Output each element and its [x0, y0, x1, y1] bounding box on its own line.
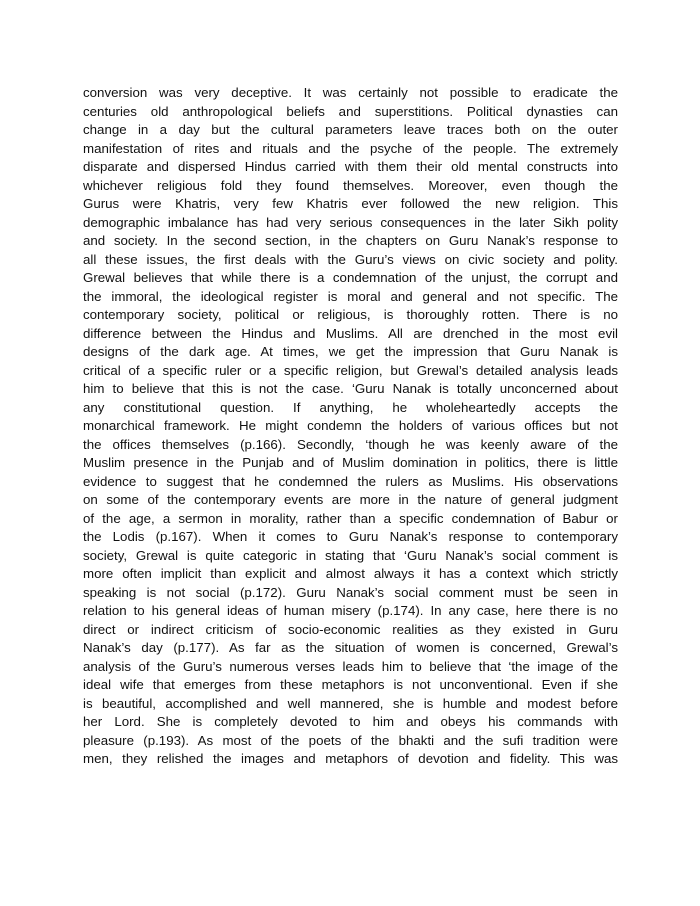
- text-line: all these issues, the first deals with the Guru’s views on civic society and polity.: [83, 251, 618, 267]
- text-line: on some of the contemporary events are more in the nature of general judgment: [83, 492, 618, 507]
- text-line: critical of a specific ruler or a specific religion, but Grewal’s detailed analysis leads: [83, 362, 618, 378]
- text-line: whichever religious fold they found themselves. Moreover, even though the: [83, 177, 618, 193]
- text-line: any constitutional question. If anything, he wholeheartedly accepts the: [83, 399, 618, 415]
- text-line: pleasure (p.193). As most of the poets of the bhakti and the sufi tradition were: [83, 732, 618, 748]
- text-line: demographic imbalance has had very serious consequences in the later Sikh polity: [83, 214, 618, 230]
- text-line: change in a day but the cultural parameters leave traces both on the outer: [83, 122, 618, 137]
- text-line: monarchical framework. He might condemn the holders of various offices but not: [83, 418, 618, 433]
- text-line: Nanak’s day (p.177). As far as the situation of women is concerned, Grewal’s: [83, 640, 618, 655]
- text-line: conversion was very deceptive. It was certainly not possible to eradicate the: [83, 85, 618, 100]
- text-line: contemporary society, political or religious, is thoroughly rotten. There is no: [83, 307, 618, 322]
- text-line: the immoral, the ideological register is moral and general and not specific. The: [83, 288, 618, 304]
- text-line: manifestation of rites and rituals and the psyche of the people. The extremely: [83, 140, 618, 156]
- text-line: relation to his general ideas of human misery (p.174). In any case, here there is no: [83, 603, 618, 618]
- text-line: and society. In the second section, in the chapters on Guru Nanak’s response to: [83, 233, 618, 248]
- text-line: centuries old anthropological beliefs and superstitions. Political dynasties can: [83, 103, 618, 119]
- text-line: designs of the dark age. At times, we get the impression that Guru Nanak is: [83, 344, 618, 359]
- body-paragraph: [83, 84, 618, 769]
- text-line: analysis of the Guru’s numerous verses leads him to believe that ‘the image of the: [83, 658, 618, 674]
- text-line: is beautiful, accomplished and well mannered, she is humble and modest before: [83, 695, 618, 711]
- text-line: Muslim presence in the Punjab and of Muslim domination in politics, there is little: [83, 455, 618, 470]
- text-line: the offices themselves (p.166). Secondly, ‘though he was keenly aware of the: [83, 436, 618, 452]
- text-line: ideal wife that emerges from these metaphors is not unconventional. Even if she: [83, 677, 618, 692]
- text-line: the Lodis (p.167). When it comes to Guru Nanak’s response to contemporary: [83, 529, 618, 544]
- text-line: disparate and dispersed Hindus carried with them their old mental constructs into: [83, 159, 618, 174]
- text-line: him to believe that this is not the case. ‘Guru Nanak is totally unconcerned about: [83, 381, 618, 396]
- text-line: her Lord. She is completely devoted to him and obeys his commands with: [83, 714, 618, 729]
- text-line: of the age, a sermon in morality, rather than a specific condemnation of Babur or: [83, 510, 618, 526]
- text-line: speaking is not social (p.172). Guru Nanak’s social comment must be seen in: [83, 584, 618, 600]
- text-line: Gurus were Khatris, very few Khatris ever followed the new religion. This: [83, 196, 618, 211]
- text-line: Grewal believes that while there is a condemnation of the unjust, the corrupt and: [83, 270, 618, 285]
- text-line: evidence to suggest that he condemned the rulers as Muslims. His observations: [83, 473, 618, 489]
- text-line: men, they relished the images and metaphors of devotion and fidelity. This was: [83, 751, 618, 766]
- text-line: more often implicit than explicit and almost always it has a context which strictly: [83, 566, 618, 581]
- text-line: direct or indirect criticism of socio-economic realities as they existed in Guru: [83, 621, 618, 637]
- text-line: difference between the Hindus and Muslims. All are drenched in the most evil: [83, 325, 618, 341]
- text-line: society, Grewal is quite categoric in stating that ‘Guru Nanak’s social comment is: [83, 547, 618, 563]
